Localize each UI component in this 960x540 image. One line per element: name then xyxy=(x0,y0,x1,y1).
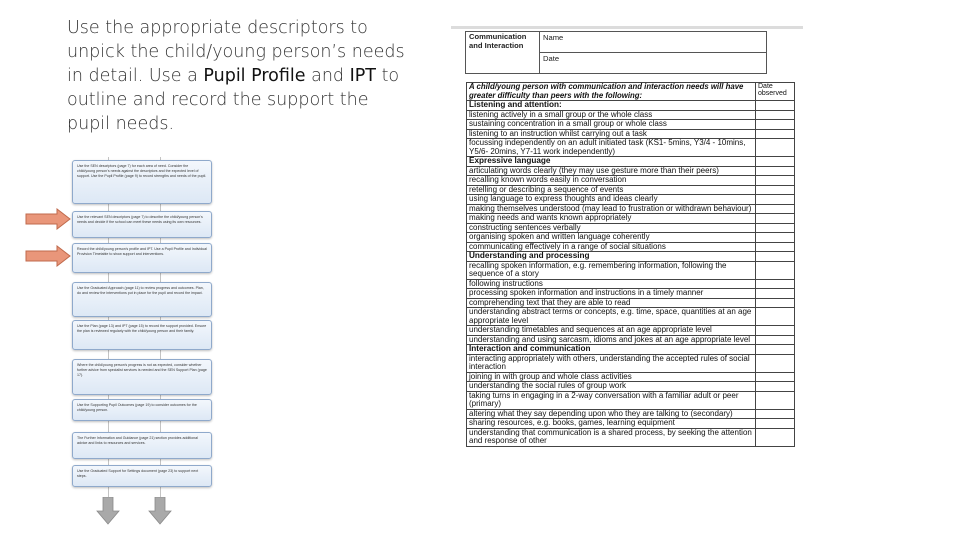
descriptor-text: constructing sentences verbally xyxy=(467,223,756,233)
date-observed-cell[interactable] xyxy=(756,391,795,409)
intro-text xyxy=(67,16,417,136)
descriptor-text: understanding timetables and sequences at an age appropriate level xyxy=(467,326,756,336)
section-heading: Interaction and communication xyxy=(467,345,756,355)
date-observed-cell[interactable] xyxy=(756,195,795,205)
form-meta-table xyxy=(465,31,767,74)
descriptor-text: sharing resources, e.g. books, games, learning equipment xyxy=(467,419,756,429)
descriptor-text: communicating effectively in a range of social situations xyxy=(467,242,756,252)
flow-step: Use the Graduated Approach (page 11) to review progress and outcomes. Plan, do and review the interventions put in place for the pupil and record the impact. xyxy=(72,282,212,317)
date-observed-cell[interactable] xyxy=(756,223,795,233)
date-observed-header: Date observed xyxy=(756,83,795,101)
descriptor-text: comprehending text that they are able to read xyxy=(467,298,756,308)
flow-step: The Further Information and Guidance (page 21) section provides additional advice and links to resources and services. xyxy=(72,432,212,459)
date-observed-cell[interactable] xyxy=(756,101,795,111)
table-row xyxy=(467,120,795,130)
descriptor-text: interacting appropriately with others, understanding the accepted rules of social interaction xyxy=(467,354,756,372)
descriptor-text: understanding the social rules of group work xyxy=(467,382,756,392)
table-row xyxy=(467,354,795,372)
table-row xyxy=(467,139,795,157)
flow-step: Where the child/young person's progress is not as expected, consider whether further advice from specialist services is needed and the SEN Support Plan (page 17). xyxy=(72,359,212,395)
pointer-arrow-icon xyxy=(25,208,71,230)
descriptor-table xyxy=(466,82,795,447)
table-row xyxy=(467,261,795,279)
name-field: Name xyxy=(540,32,767,53)
date-observed-cell[interactable] xyxy=(756,110,795,120)
table-header-row xyxy=(467,83,795,101)
date-observed-cell[interactable] xyxy=(756,120,795,130)
date-observed-cell[interactable] xyxy=(756,279,795,289)
date-observed-cell[interactable] xyxy=(756,372,795,382)
descriptor-text: articulating words clearly (they may use gesture more than their peers) xyxy=(467,166,756,176)
flow-step: Use the Graduated Support for Settings document (page 23) to support next steps. xyxy=(72,465,212,487)
descriptor-text: sustaining concentration in a small group or whole class xyxy=(467,120,756,130)
date-observed-cell[interactable] xyxy=(756,298,795,308)
date-observed-cell[interactable] xyxy=(756,382,795,392)
descriptor-text: taking turns in engaging in a 2-way conversation with a familiar adult or peer (primary) xyxy=(467,391,756,409)
section-heading-row xyxy=(467,345,795,355)
table-row xyxy=(467,233,795,243)
intro-and: and xyxy=(305,66,350,86)
intro-part1: Use the appropriate descriptors to unpick the child/young person’s needs in detail. Use a xyxy=(67,18,405,86)
table-row xyxy=(467,195,795,205)
descriptor-text: making needs and wants known appropriately xyxy=(467,214,756,224)
date-observed-cell[interactable] xyxy=(756,242,795,252)
date-observed-cell[interactable] xyxy=(756,326,795,336)
section-heading-row xyxy=(467,101,795,111)
date-observed-cell[interactable] xyxy=(756,214,795,224)
flow-step: Use the relevant SEN descriptors (page 7) to describe the child/young person's needs and decide if the school can meet these needs using its own resources. xyxy=(72,211,212,238)
form-top-rule xyxy=(451,26,803,29)
table-row xyxy=(467,308,795,326)
descriptor-text: recalling spoken information, e.g. remembering information, following the sequence of a story xyxy=(467,261,756,279)
table-row xyxy=(467,289,795,299)
date-observed-cell[interactable] xyxy=(756,204,795,214)
table-heading: A child/young person with communication and interaction needs will have greater difficulty than peers with the following: xyxy=(467,83,756,101)
intro-part2: to outline and record the support the pupil needs. xyxy=(67,66,400,134)
descriptor-text: following instructions xyxy=(467,279,756,289)
pupil-profile-text: Pupil Profile xyxy=(203,66,306,86)
section-heading-row xyxy=(467,157,795,167)
down-arrow-icon xyxy=(96,497,120,525)
section-heading: Understanding and processing xyxy=(467,252,756,262)
table-row xyxy=(467,176,795,186)
descriptor-text: processing spoken information and instructions in a timely manner xyxy=(467,289,756,299)
flow-step: Record the child/young person's profile and IPT. Use a Pupil Profile and Individual Provision Timetable to show support and interventions. xyxy=(72,243,212,273)
table-row xyxy=(467,214,795,224)
down-arrow-icon xyxy=(148,497,172,525)
section-heading: Expressive language xyxy=(467,157,756,167)
date-observed-cell[interactable] xyxy=(756,345,795,355)
flow-step: Use the SEN descriptors (page 7) for each area of need. Consider the child/young person's needs against the descriptors and the expected level of support. Use the Pupil Profile (page 9) to record strengths and needs of the pupil. xyxy=(72,160,212,204)
date-observed-cell[interactable] xyxy=(756,157,795,167)
process-flowchart xyxy=(70,157,216,529)
section-heading: Listening and attention: xyxy=(467,101,756,111)
date-observed-cell[interactable] xyxy=(756,308,795,326)
descriptor-text: understanding that communication is a shared process, by seeking the attention and response of other xyxy=(467,428,756,446)
descriptor-text: understanding abstract terms or concepts, e.g. time, space, quantities at an age appropriate level xyxy=(467,308,756,326)
date-field: Date xyxy=(540,53,767,74)
table-row xyxy=(467,428,795,446)
date-observed-cell[interactable] xyxy=(756,233,795,243)
table-row xyxy=(467,419,795,429)
date-observed-cell[interactable] xyxy=(756,166,795,176)
descriptor-text: understanding and using sarcasm, idioms and jokes at an age appropriate level xyxy=(467,335,756,345)
date-observed-cell[interactable] xyxy=(756,428,795,446)
date-observed-cell[interactable] xyxy=(756,139,795,157)
descriptor-text: listening to an instruction whilst carrying out a task xyxy=(467,129,756,139)
pointer-arrow-icon xyxy=(25,245,71,267)
date-observed-cell[interactable] xyxy=(756,289,795,299)
date-observed-cell[interactable] xyxy=(756,261,795,279)
table-row xyxy=(467,391,795,409)
section-heading-row xyxy=(467,252,795,262)
descriptor-text: recalling known words easily in conversation xyxy=(467,176,756,186)
category-label: Communication and Interaction xyxy=(466,32,540,74)
ipt-text: IPT xyxy=(349,66,376,86)
descriptor-text: retelling or describing a sequence of events xyxy=(467,185,756,195)
table-row xyxy=(467,326,795,336)
table-row xyxy=(467,382,795,392)
descriptor-text: joining in with group and whole class activities xyxy=(467,372,756,382)
flow-step: Use the Plan (page 13) and IPT (page 15) to record the support provided. Ensure the plan is reviewed regularly with the child/young person and their family. xyxy=(72,320,212,350)
date-observed-cell[interactable] xyxy=(756,129,795,139)
descriptor-text: making themselves understood (may lead to frustration or withdrawn behaviour) xyxy=(467,204,756,214)
flow-step: Use the Supporting Pupil Outcomes (page 19) to consider outcomes for the child/young person. xyxy=(72,399,212,421)
descriptor-text: organising spoken and written language coherently xyxy=(467,233,756,243)
date-observed-cell[interactable] xyxy=(756,185,795,195)
date-observed-cell[interactable] xyxy=(756,176,795,186)
date-observed-cell[interactable] xyxy=(756,335,795,345)
date-observed-cell[interactable] xyxy=(756,252,795,262)
descriptor-text: focussing independently on an adult initiated task (KS1- 5mins, Y3/4 - 10mins, Y5/6- 20mins, Y7-11 work independently) xyxy=(467,139,756,157)
descriptor-text: listening actively in a small group or the whole class xyxy=(467,110,756,120)
descriptor-text: using language to express thoughts and ideas clearly xyxy=(467,195,756,205)
date-observed-cell[interactable] xyxy=(756,354,795,372)
date-observed-cell[interactable] xyxy=(756,419,795,429)
descriptor-text: altering what they say depending upon who they are talking to (secondary) xyxy=(467,409,756,419)
date-observed-cell[interactable] xyxy=(756,409,795,419)
